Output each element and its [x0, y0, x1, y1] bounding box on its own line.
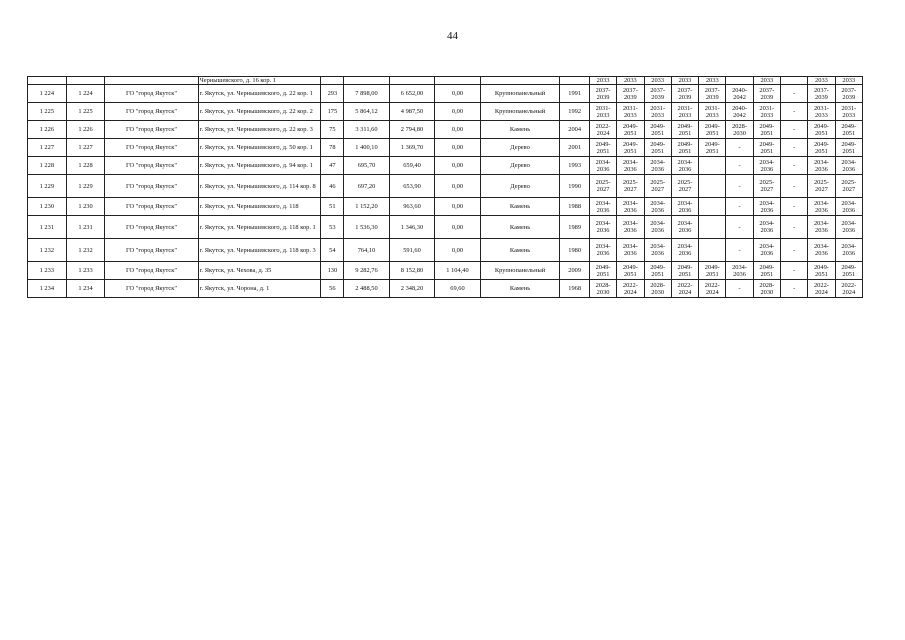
repair-period-cell: 2034-2036	[671, 198, 698, 216]
repair-period-cell: 2034-2036	[671, 239, 698, 262]
repair-period-cell: 2040-2042	[726, 85, 753, 103]
repair-period-cell: 2049-2051	[589, 262, 616, 280]
repair-period-cell: 2034-2036	[617, 216, 644, 239]
repair-period-cell: 2034-2036	[644, 239, 671, 262]
address-cell: г. Якутск, ул. Чернышевского, д. 22 кор. 2	[198, 103, 321, 121]
repair-period-cell: 2034-2036	[589, 216, 616, 239]
repair-period-cell: 2034-2036	[808, 239, 835, 262]
row-number-cell: 1 228	[28, 157, 67, 175]
cell-period: 2033	[753, 77, 780, 85]
row-number-cell: 1 225	[28, 103, 67, 121]
table-row	[28, 175, 863, 198]
repair-period-cell	[699, 216, 726, 239]
area-other-cell: 0,00	[435, 175, 481, 198]
address-cell: г. Якутск, ул. Чернышевского, д. 114 кор. 8	[198, 175, 321, 198]
area-total-cell: 1 400,10	[344, 139, 390, 157]
material-cell: Дерево	[480, 157, 560, 175]
repair-period-cell: 2031-2033	[671, 103, 698, 121]
repair-period-cell: 2037-2039	[671, 85, 698, 103]
area-other-cell: 0,00	[435, 157, 481, 175]
area-total-cell: 697,20	[344, 175, 390, 198]
area-residential-cell: 2 348,20	[389, 280, 435, 298]
repair-period-cell	[699, 175, 726, 198]
row-number-cell: 1 233	[28, 262, 67, 280]
repair-period-cell: 2034-2036	[644, 216, 671, 239]
address-cell: г. Якутск, ул. Чернышевского, д. 22 кор. 1	[198, 85, 321, 103]
cell-period: 2033	[644, 77, 671, 85]
owner-cell: ГО "город Якутск"	[105, 157, 198, 175]
repair-period-cell: 2034-2036	[644, 157, 671, 175]
repair-period-cell: 2040-2042	[726, 103, 753, 121]
apartments-cell: 46	[321, 175, 344, 198]
table-row	[28, 262, 863, 280]
row-number-cell: 1 227	[28, 139, 67, 157]
address-cell: г. Якутск, ул. Чорона, д. 1	[198, 280, 321, 298]
area-other-cell: 0,00	[435, 198, 481, 216]
cell-period: 2033	[699, 77, 726, 85]
repair-period-cell: 2034-2036	[808, 198, 835, 216]
material-cell: Камень	[480, 121, 560, 139]
address-cell: г. Якутск, ул. Чехова, д. 35	[198, 262, 321, 280]
owner-cell: ГО "город Якутск"	[105, 239, 198, 262]
repair-period-cell: 2034-2036	[808, 157, 835, 175]
row-number-cell: 1 224	[28, 85, 67, 103]
repair-period-cell: 2049-2051	[835, 139, 862, 157]
row-id-cell: 1 234	[66, 280, 105, 298]
repair-period-cell: 2037-2039	[644, 85, 671, 103]
table-row	[28, 239, 863, 262]
owner-cell: ГО "город Якутск"	[105, 139, 198, 157]
area-other-cell: 0,00	[435, 216, 481, 239]
repair-period-cell: -	[726, 175, 753, 198]
repair-period-cell: 2049-2051	[617, 121, 644, 139]
repair-period-cell: 2034-2036	[753, 239, 780, 262]
cell-empty	[105, 77, 198, 85]
year-built-cell: 1991	[560, 85, 590, 103]
cell-empty	[389, 77, 435, 85]
apartments-cell: 54	[321, 239, 344, 262]
repair-period-cell: 2034-2036	[726, 262, 753, 280]
repair-period-cell: 2049-2051	[644, 139, 671, 157]
address-cell: г. Якутск, ул. Чернышевского, д. 118 кор. 3	[198, 239, 321, 262]
repair-period-cell	[699, 239, 726, 262]
repair-period-cell: 2034-2036	[617, 157, 644, 175]
repair-period-cell: 2049-2051	[753, 262, 780, 280]
area-total-cell: 2 488,50	[344, 280, 390, 298]
address-cell: г. Якутск, ул. Чернышевского, д. 22 кор. 3	[198, 121, 321, 139]
year-built-cell: 1993	[560, 157, 590, 175]
repair-period-cell: -	[781, 198, 808, 216]
year-built-cell: 1988	[560, 198, 590, 216]
repair-period-cell: 2034-2036	[617, 239, 644, 262]
repair-period-cell	[699, 157, 726, 175]
repair-period-cell: 2049-2051	[671, 121, 698, 139]
area-other-cell: 0,00	[435, 103, 481, 121]
repair-period-cell: 2034-2036	[589, 239, 616, 262]
address-cell: г. Якутск, ул. Чернышевского, д. 118 кор. 1	[198, 216, 321, 239]
material-cell: Камень	[480, 198, 560, 216]
cell-empty	[344, 77, 390, 85]
address-cell: г. Якутск, ул. Чернышевского, д. 118	[198, 198, 321, 216]
repair-period-cell: 2031-2033	[644, 103, 671, 121]
year-built-cell: 1980	[560, 239, 590, 262]
row-id-cell: 1 232	[66, 239, 105, 262]
row-number-cell: 1 231	[28, 216, 67, 239]
cell-period: 2033	[671, 77, 698, 85]
repair-period-cell: -	[781, 85, 808, 103]
repair-period-cell: -	[726, 280, 753, 298]
repair-period-cell: 2049-2051	[699, 121, 726, 139]
row-id-cell: 1 227	[66, 139, 105, 157]
repair-period-cell: 2031-2033	[589, 103, 616, 121]
repair-period-cell: 2034-2036	[835, 157, 862, 175]
row-id-cell: 1 226	[66, 121, 105, 139]
repair-period-cell: 2049-2051	[835, 262, 862, 280]
address-cell: г. Якутск, ул. Чернышевского, д. 94 кор. 1	[198, 157, 321, 175]
row-id-cell: 1 228	[66, 157, 105, 175]
area-residential-cell: 1 369,70	[389, 139, 435, 157]
area-residential-cell: 659,40	[389, 157, 435, 175]
row-number-cell: 1 230	[28, 198, 67, 216]
repair-period-cell: 2049-2051	[808, 139, 835, 157]
row-number-cell: 1 226	[28, 121, 67, 139]
row-id-cell: 1 230	[66, 198, 105, 216]
repair-period-cell: -	[781, 239, 808, 262]
repair-period-cell: 2049-2051	[808, 262, 835, 280]
row-number-cell: 1 234	[28, 280, 67, 298]
area-other-cell: 0,00	[435, 139, 481, 157]
repair-period-cell: 2037-2039	[617, 85, 644, 103]
apartments-cell: 51	[321, 198, 344, 216]
repair-period-cell: 2034-2036	[808, 216, 835, 239]
area-total-cell: 9 282,76	[344, 262, 390, 280]
repair-period-cell: -	[726, 157, 753, 175]
repair-period-cell: 2034-2036	[617, 198, 644, 216]
repair-period-cell: 2049-2051	[753, 139, 780, 157]
page-number: 44	[447, 30, 458, 42]
apartments-cell: 175	[321, 103, 344, 121]
cell-empty	[480, 77, 560, 85]
repair-period-cell: -	[726, 216, 753, 239]
housing-table-wrapper	[27, 76, 863, 298]
repair-period-cell: 2049-2051	[589, 139, 616, 157]
material-cell: Дерево	[480, 139, 560, 157]
repair-period-cell: 2037-2039	[589, 85, 616, 103]
area-total-cell: 764,10	[344, 239, 390, 262]
owner-cell: ГО "город Якутск"	[105, 198, 198, 216]
repair-period-cell: 2031-2033	[617, 103, 644, 121]
area-total-cell: 1 152,20	[344, 198, 390, 216]
row-number-cell: 1 232	[28, 239, 67, 262]
continuation-row	[28, 77, 863, 85]
table-row	[28, 103, 863, 121]
cell-address: Чернышевского, д. 16 кор. 1	[198, 77, 321, 85]
repair-period-cell: 2034-2036	[589, 198, 616, 216]
repair-period-cell: 2031-2033	[808, 103, 835, 121]
repair-period-cell: 2049-2051	[835, 121, 862, 139]
repair-period-cell: 2034-2036	[671, 216, 698, 239]
cell-period: 2033	[835, 77, 862, 85]
year-built-cell: 1990	[560, 175, 590, 198]
repair-period-cell: 2049-2051	[644, 121, 671, 139]
area-residential-cell: 1 346,30	[389, 216, 435, 239]
cell-empty	[560, 77, 590, 85]
owner-cell: ГО "город Якутск"	[105, 216, 198, 239]
apartments-cell: 75	[321, 121, 344, 139]
area-residential-cell: 591,60	[389, 239, 435, 262]
repair-period-cell: 2034-2036	[835, 239, 862, 262]
row-id-cell: 1 225	[66, 103, 105, 121]
repair-period-cell: 2034-2036	[835, 216, 862, 239]
cell-period	[781, 77, 808, 85]
repair-period-cell: 2034-2036	[753, 157, 780, 175]
material-cell: Камень	[480, 239, 560, 262]
owner-cell: ГО "город Якутск"	[105, 262, 198, 280]
repair-period-cell: -	[726, 239, 753, 262]
repair-period-cell: 2049-2051	[644, 262, 671, 280]
repair-period-cell: 2028-2030	[726, 121, 753, 139]
repair-period-cell: -	[726, 198, 753, 216]
repair-period-cell: 2049-2051	[671, 139, 698, 157]
material-cell: Камень	[480, 216, 560, 239]
housing-table	[27, 76, 863, 298]
repair-period-cell: 2022-2024	[617, 280, 644, 298]
cell-period: 2033	[617, 77, 644, 85]
repair-period-cell: 2037-2039	[808, 85, 835, 103]
repair-period-cell: 2031-2033	[835, 103, 862, 121]
apartments-cell: 53	[321, 216, 344, 239]
table-row	[28, 157, 863, 175]
repair-period-cell: 2025-2027	[589, 175, 616, 198]
repair-period-cell: 2022-2024	[699, 280, 726, 298]
area-residential-cell: 8 152,80	[389, 262, 435, 280]
owner-cell: ГО "город Якутск"	[105, 103, 198, 121]
row-id-cell: 1 231	[66, 216, 105, 239]
repair-period-cell: 2049-2051	[808, 121, 835, 139]
cell-period: 2033	[589, 77, 616, 85]
apartments-cell: 47	[321, 157, 344, 175]
repair-period-cell: -	[781, 103, 808, 121]
cell-empty	[435, 77, 481, 85]
repair-period-cell: 2025-2027	[808, 175, 835, 198]
repair-period-cell: 2025-2027	[644, 175, 671, 198]
repair-period-cell: 2028-2030	[589, 280, 616, 298]
area-other-cell: 0,00	[435, 239, 481, 262]
repair-period-cell: 2025-2027	[671, 175, 698, 198]
repair-period-cell: 2049-2051	[617, 262, 644, 280]
repair-period-cell: 2022-2024	[589, 121, 616, 139]
area-other-cell: 0,00	[435, 121, 481, 139]
apartments-cell: 56	[321, 280, 344, 298]
repair-period-cell	[699, 198, 726, 216]
row-id-cell: 1 229	[66, 175, 105, 198]
area-other-cell: 0,00	[435, 85, 481, 103]
year-built-cell: 2001	[560, 139, 590, 157]
repair-period-cell: 2034-2036	[589, 157, 616, 175]
table-row	[28, 280, 863, 298]
year-built-cell: 2009	[560, 262, 590, 280]
repair-period-cell: -	[781, 175, 808, 198]
year-built-cell: 1968	[560, 280, 590, 298]
area-total-cell: 695,70	[344, 157, 390, 175]
repair-period-cell: 2049-2051	[671, 262, 698, 280]
repair-period-cell: 2034-2036	[835, 198, 862, 216]
repair-period-cell: 2022-2024	[671, 280, 698, 298]
owner-cell: ГО "город Якутск"	[105, 280, 198, 298]
cell-period	[726, 77, 753, 85]
area-other-cell: 69,60	[435, 280, 481, 298]
repair-period-cell: -	[781, 157, 808, 175]
table-row	[28, 198, 863, 216]
area-residential-cell: 963,60	[389, 198, 435, 216]
area-total-cell: 3 311,60	[344, 121, 390, 139]
area-total-cell: 5 864,12	[344, 103, 390, 121]
year-built-cell: 1989	[560, 216, 590, 239]
row-id-cell: 1 224	[66, 85, 105, 103]
material-cell: Крупнопанельный	[480, 85, 560, 103]
cell-empty	[321, 77, 344, 85]
row-number-cell: 1 229	[28, 175, 67, 198]
repair-period-cell: 2031-2033	[699, 103, 726, 121]
repair-period-cell: 2049-2051	[699, 262, 726, 280]
area-residential-cell: 653,90	[389, 175, 435, 198]
cell-empty	[28, 77, 67, 85]
repair-period-cell: 2037-2039	[753, 85, 780, 103]
repair-period-cell: 2025-2027	[617, 175, 644, 198]
repair-period-cell: 2034-2036	[753, 216, 780, 239]
repair-period-cell: 2025-2027	[835, 175, 862, 198]
material-cell: Крупнопанельный	[480, 103, 560, 121]
repair-period-cell: 2028-2030	[753, 280, 780, 298]
repair-period-cell: 2037-2039	[699, 85, 726, 103]
repair-period-cell: -	[781, 262, 808, 280]
table-row	[28, 121, 863, 139]
repair-period-cell: 2025-2027	[753, 175, 780, 198]
repair-period-cell: 2049-2051	[699, 139, 726, 157]
apartments-cell: 293	[321, 85, 344, 103]
area-total-cell: 7 898,00	[344, 85, 390, 103]
owner-cell: ГО "город Якутск"	[105, 85, 198, 103]
year-built-cell: 2004	[560, 121, 590, 139]
material-cell: Дерево	[480, 175, 560, 198]
year-built-cell: 1992	[560, 103, 590, 121]
repair-period-cell: 2028-2030	[644, 280, 671, 298]
table-row	[28, 85, 863, 103]
repair-period-cell: -	[781, 216, 808, 239]
area-residential-cell: 2 794,80	[389, 121, 435, 139]
repair-period-cell: -	[781, 280, 808, 298]
repair-period-cell: 2049-2051	[753, 121, 780, 139]
repair-period-cell: -	[781, 139, 808, 157]
table-row	[28, 216, 863, 239]
area-other-cell: 1 104,40	[435, 262, 481, 280]
area-residential-cell: 6 652,00	[389, 85, 435, 103]
repair-period-cell: -	[781, 121, 808, 139]
repair-period-cell: 2034-2036	[753, 198, 780, 216]
repair-period-cell: 2031-2033	[753, 103, 780, 121]
repair-period-cell: 2022-2024	[835, 280, 862, 298]
repair-period-cell: -	[726, 139, 753, 157]
area-total-cell: 1 536,30	[344, 216, 390, 239]
repair-period-cell: 2022-2024	[808, 280, 835, 298]
repair-period-cell: 2037-2039	[835, 85, 862, 103]
repair-period-cell: 2034-2036	[671, 157, 698, 175]
row-id-cell: 1 233	[66, 262, 105, 280]
cell-empty	[66, 77, 105, 85]
material-cell: Камень	[480, 280, 560, 298]
owner-cell: ГО "город Якутск"	[105, 121, 198, 139]
area-residential-cell: 4 987,50	[389, 103, 435, 121]
table-row	[28, 139, 863, 157]
repair-period-cell: 2049-2051	[617, 139, 644, 157]
owner-cell: ГО "город Якутск"	[105, 175, 198, 198]
material-cell: Крупнопанельный	[480, 262, 560, 280]
apartments-cell: 130	[321, 262, 344, 280]
address-cell: г. Якутск, ул. Чернышевского, д. 50 кор. 1	[198, 139, 321, 157]
cell-period: 2033	[808, 77, 835, 85]
repair-period-cell: 2034-2036	[644, 198, 671, 216]
apartments-cell: 78	[321, 139, 344, 157]
